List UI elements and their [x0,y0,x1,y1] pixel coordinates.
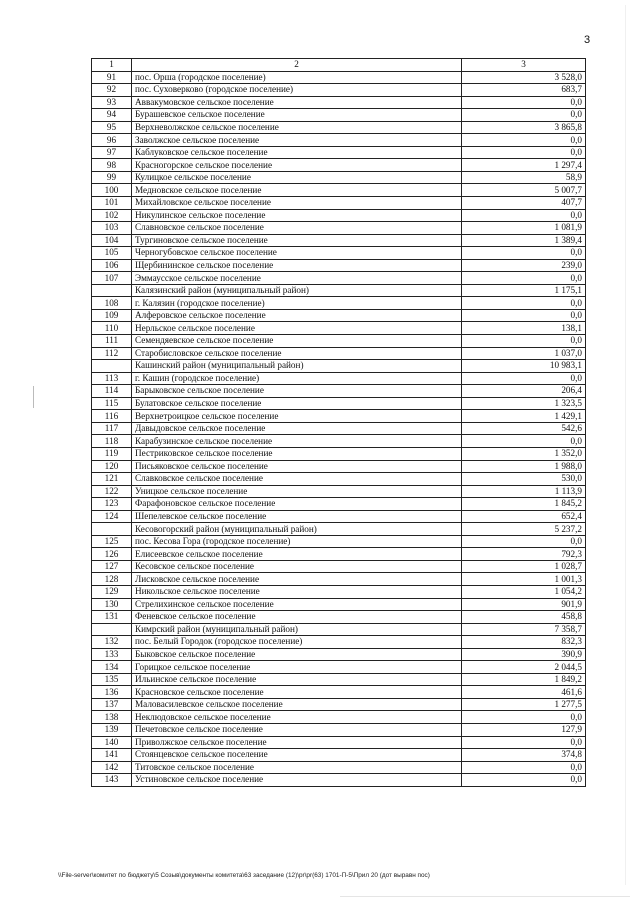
table-row [92,598,586,611]
settlement-name: Старобисловское сельское поселение [132,347,462,360]
table-row [92,498,586,511]
amount-value: 0,0 [462,711,586,724]
table-row [92,648,586,661]
table-row [92,284,586,297]
row-number: 99 [92,171,132,184]
settlement-name: Бурашевское сельское поселение [132,109,462,122]
amount-value: 1 175,1 [462,284,586,297]
row-number: 113 [92,372,132,385]
settlement-name: Карабузинское сельское поселение [132,435,462,448]
settlement-name: Верхнетроицкое сельское поселение [132,410,462,423]
table-row [92,146,586,159]
settlement-name: Черногубовское сельское поселение [132,247,462,260]
table-header [92,59,586,72]
settlement-name: Приволжское сельское поселение [132,736,462,749]
settlement-name: Калязинский район (муниципальный район) [132,284,462,297]
settlement-name: Никольское сельское поселение [132,585,462,598]
table-row [92,673,586,686]
row-number: 102 [92,209,132,222]
settlement-name: Печетовское сельское поселение [132,723,462,736]
settlement-name: Кашинский район (муниципальный район) [132,360,462,373]
settlement-name: Кимрский район (муниципальный район) [132,623,462,636]
settlement-name: Щербининское сельское поселение [132,259,462,272]
amount-value: 0,0 [462,309,586,322]
settlement-name: пос. Орша (городское поселение) [132,71,462,84]
row-number: 92 [92,84,132,97]
table-row [92,397,586,410]
row-number: 135 [92,673,132,686]
table-row [92,134,586,147]
header-row [92,59,586,72]
table-row [92,485,586,498]
table-row [92,761,586,774]
amount-value: 127,9 [462,723,586,736]
settlement-name: пос. Кесова Гора (городское поселение) [132,535,462,548]
row-number: 121 [92,473,132,486]
table-row [92,623,586,636]
row-number: 115 [92,397,132,410]
table-row [92,460,586,473]
amount-value: 374,8 [462,749,586,762]
table-row [92,222,586,235]
amount-value: 652,4 [462,510,586,523]
row-number: 110 [92,322,132,335]
amount-value: 1 028,7 [462,560,586,573]
amount-value: 0,0 [462,372,586,385]
row-number: 127 [92,560,132,573]
settlement-name: Маловасилевское сельское поселение [132,698,462,711]
amount-value: 3 528,0 [462,71,586,84]
table-row [92,611,586,624]
amount-value: 0,0 [462,297,586,310]
amount-value: 0,0 [462,247,586,260]
budget-table [91,58,586,787]
amount-value: 1 277,5 [462,698,586,711]
row-number: 131 [92,611,132,624]
amount-value: 5 007,7 [462,184,586,197]
row-number: 114 [92,385,132,398]
row-number: 105 [92,247,132,260]
amount-value: 0,0 [462,146,586,159]
row-number [92,523,132,536]
settlement-name: Лисковское сельское поселение [132,573,462,586]
row-number: 134 [92,661,132,674]
table-row [92,573,586,586]
table-row [92,197,586,210]
amount-value: 3 865,8 [462,121,586,134]
amount-value: 5 237,2 [462,523,586,536]
scan-mark [625,5,626,885]
row-number: 125 [92,535,132,548]
row-number: 100 [92,184,132,197]
row-number: 107 [92,272,132,285]
settlement-name: Кулицкое сельское поселение [132,171,462,184]
amount-value: 458,8 [462,611,586,624]
amount-value: 1 081,9 [462,222,586,235]
amount-value: 1 001,3 [462,573,586,586]
settlement-name: Тургиновское сельское поселение [132,234,462,247]
settlement-name: Каблуковское сельское поселение [132,146,462,159]
table-row [92,171,586,184]
row-number: 106 [92,259,132,272]
amount-value: 407,7 [462,197,586,210]
table-row [92,84,586,97]
table-row [92,585,586,598]
settlement-name: Пестриковское сельское поселение [132,447,462,460]
row-number [92,284,132,297]
row-number: 97 [92,146,132,159]
amount-value: 1 037,0 [462,347,586,360]
amount-value: 1 054,2 [462,585,586,598]
amount-value: 1 352,0 [462,447,586,460]
table-row [92,686,586,699]
column-header-name: 2 [132,59,462,72]
amount-value: 2 044,5 [462,661,586,674]
file-path-footer: \\File-server\комитет по бюджету\5 Созыв\документы комитета\63 заседание (12)\pr\pr(63) 1701-П-5\Прил 20 (дот выравн пос) [58,872,430,879]
table-row [92,209,586,222]
row-number: 95 [92,121,132,134]
scan-mark [340,896,630,897]
table-body [92,71,586,786]
row-number: 143 [92,774,132,787]
row-number: 119 [92,447,132,460]
settlement-name: Аввакумовское сельское поселение [132,96,462,109]
row-number: 142 [92,761,132,774]
row-number: 103 [92,222,132,235]
settlement-name: Устиновское сельское поселение [132,774,462,787]
settlement-name: г. Калязин (городское поселение) [132,297,462,310]
table-row [92,523,586,536]
settlement-name: Медновское сельское поселение [132,184,462,197]
scan-mark [33,386,34,408]
amount-value: 1 389,4 [462,234,586,247]
row-number: 133 [92,648,132,661]
row-number: 120 [92,460,132,473]
row-number [92,360,132,373]
amount-value: 0,0 [462,435,586,448]
row-number [92,623,132,636]
amount-value: 542,6 [462,422,586,435]
settlement-name: Фарафоновское сельское поселение [132,498,462,511]
settlement-name: г. Кашин (городское поселение) [132,372,462,385]
row-number: 111 [92,335,132,348]
settlement-name: Давыдовское сельское поселение [132,422,462,435]
settlement-name: Уницкое сельское поселение [132,485,462,498]
table-row [92,736,586,749]
table-row [92,661,586,674]
row-number: 126 [92,548,132,561]
table-row [92,636,586,649]
row-number: 137 [92,698,132,711]
table-row [92,435,586,448]
settlement-name: Титовское сельское поселение [132,761,462,774]
table-row [92,774,586,787]
table-row [92,711,586,724]
settlement-name: Стрелихинское сельское поселение [132,598,462,611]
table-row [92,447,586,460]
amount-value: 1 845,2 [462,498,586,511]
amount-value: 1 429,1 [462,410,586,423]
table-row [92,723,586,736]
amount-value: 1 323,5 [462,397,586,410]
table-row [92,548,586,561]
settlement-name: Феневское сельское поселение [132,611,462,624]
row-number: 96 [92,134,132,147]
amount-value: 1 988,0 [462,460,586,473]
settlement-name: Кесовское сельское поселение [132,560,462,573]
row-number: 123 [92,498,132,511]
amount-value: 0,0 [462,209,586,222]
settlement-name: Письяковское сельское поселение [132,460,462,473]
amount-value: 1 849,2 [462,673,586,686]
table-row [92,71,586,84]
amount-value: 832,3 [462,636,586,649]
amount-value: 0,0 [462,272,586,285]
row-number: 112 [92,347,132,360]
settlement-name: Заволжское сельское поселение [132,134,462,147]
settlement-name: Стоянцевское сельское поселение [132,749,462,762]
settlement-name: Славновское сельское поселение [132,222,462,235]
row-number: 128 [92,573,132,586]
column-header-number: 1 [92,59,132,72]
table-row [92,259,586,272]
table-row [92,247,586,260]
table-row [92,121,586,134]
settlement-name: Красногорское сельское поселение [132,159,462,172]
amount-value: 0,0 [462,335,586,348]
amount-value: 206,4 [462,385,586,398]
table-row [92,272,586,285]
settlement-name: Славковское сельское поселение [132,473,462,486]
settlement-name: Красновское сельское поселение [132,686,462,699]
row-number: 140 [92,736,132,749]
table-row [92,159,586,172]
table-row [92,347,586,360]
amount-value: 10 983,1 [462,360,586,373]
amount-value: 461,6 [462,686,586,699]
amount-value: 0,0 [462,761,586,774]
row-number: 104 [92,234,132,247]
table-row [92,234,586,247]
settlement-name: Верхневолжское сельское поселение [132,121,462,134]
row-number: 130 [92,598,132,611]
row-number: 141 [92,749,132,762]
amount-value: 0,0 [462,774,586,787]
amount-value: 58,9 [462,171,586,184]
settlement-name: Горицкое сельское поселение [132,661,462,674]
row-number: 93 [92,96,132,109]
amount-value: 792,3 [462,548,586,561]
row-number: 98 [92,159,132,172]
settlement-name: Булатовское сельское поселение [132,397,462,410]
settlement-name: пос. Белый Городок (городское поселение) [132,636,462,649]
settlement-name: Нерльское сельское поселение [132,322,462,335]
amount-value: 138,1 [462,322,586,335]
settlement-name: Елисеевское сельское поселение [132,548,462,561]
table-row [92,560,586,573]
settlement-name: Эммаусское сельское поселение [132,272,462,285]
row-number: 118 [92,435,132,448]
amount-value: 7 358,7 [462,623,586,636]
table-row [92,109,586,122]
settlement-name: Быковское сельское поселение [132,648,462,661]
table-row [92,535,586,548]
amount-value: 901,9 [462,598,586,611]
table-row [92,360,586,373]
table-row [92,410,586,423]
table-row [92,297,586,310]
table-row [92,473,586,486]
row-number: 139 [92,723,132,736]
table-row [92,335,586,348]
row-number: 91 [92,71,132,84]
row-number: 129 [92,585,132,598]
table-row [92,749,586,762]
settlement-name: пос. Суховерково (городское поселение) [132,84,462,97]
row-number: 124 [92,510,132,523]
row-number: 122 [92,485,132,498]
row-number: 94 [92,109,132,122]
settlement-name: Никулинское сельское поселение [132,209,462,222]
amount-value: 1 297,4 [462,159,586,172]
amount-value: 0,0 [462,535,586,548]
settlement-name: Неклюдовское сельское поселение [132,711,462,724]
amount-value: 0,0 [462,134,586,147]
settlement-name: Кесовогорский район (муниципальный район) [132,523,462,536]
amount-value: 390,9 [462,648,586,661]
settlement-name: Ильинское сельское поселение [132,673,462,686]
amount-value: 0,0 [462,96,586,109]
amount-value: 530,0 [462,473,586,486]
table-row [92,184,586,197]
table-row [92,372,586,385]
page-number: 3 [584,34,591,46]
table-row [92,322,586,335]
table-row [92,698,586,711]
amount-value: 239,0 [462,259,586,272]
column-header-value: 3 [462,59,586,72]
row-number: 138 [92,711,132,724]
row-number: 101 [92,197,132,210]
row-number: 132 [92,636,132,649]
table-row [92,309,586,322]
table-row [92,385,586,398]
row-number: 116 [92,410,132,423]
row-number: 109 [92,309,132,322]
row-number: 117 [92,422,132,435]
amount-value: 683,7 [462,84,586,97]
amount-value: 1 113,9 [462,485,586,498]
settlement-name: Барыковское сельское поселение [132,385,462,398]
table-row [92,510,586,523]
amount-value: 0,0 [462,109,586,122]
amount-value: 0,0 [462,736,586,749]
settlement-name: Шепелевское сельское поселение [132,510,462,523]
row-number: 136 [92,686,132,699]
settlement-name: Михайловское сельское поселение [132,197,462,210]
settlement-name: Алферовское сельское поселение [132,309,462,322]
table-row [92,96,586,109]
settlement-name: Семендяевское сельское поселение [132,335,462,348]
table-row [92,422,586,435]
row-number: 108 [92,297,132,310]
